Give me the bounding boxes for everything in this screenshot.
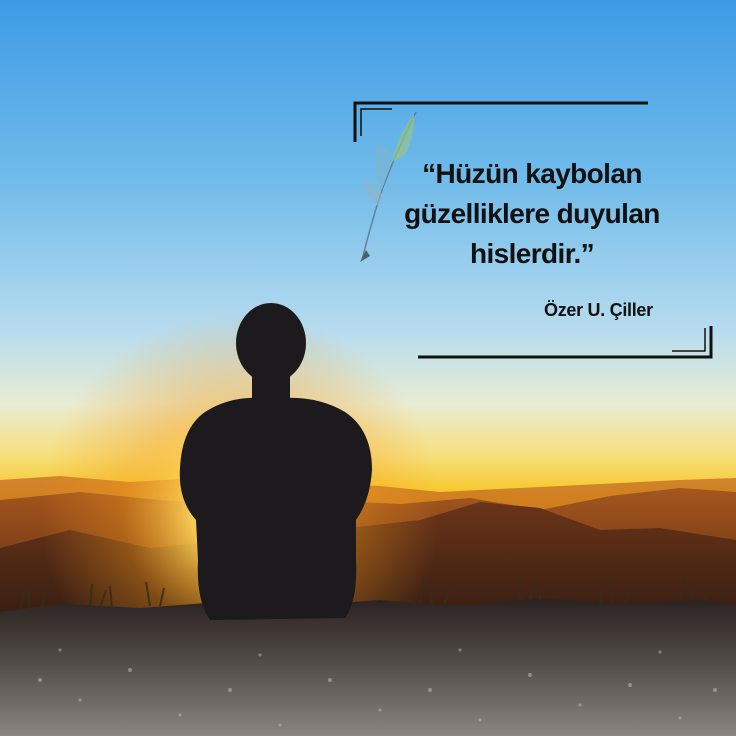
- quote-author: Özer U. Çiller: [544, 300, 653, 320]
- foreground-ground: [0, 598, 736, 736]
- quote-frame: [352, 100, 714, 366]
- quote-line: “Hüzün kaybolan: [422, 158, 642, 189]
- quote-line: güzelliklere duyulan: [404, 198, 660, 229]
- quote-line: hislerdir.”: [469, 238, 595, 269]
- quote-text: [382, 154, 682, 274]
